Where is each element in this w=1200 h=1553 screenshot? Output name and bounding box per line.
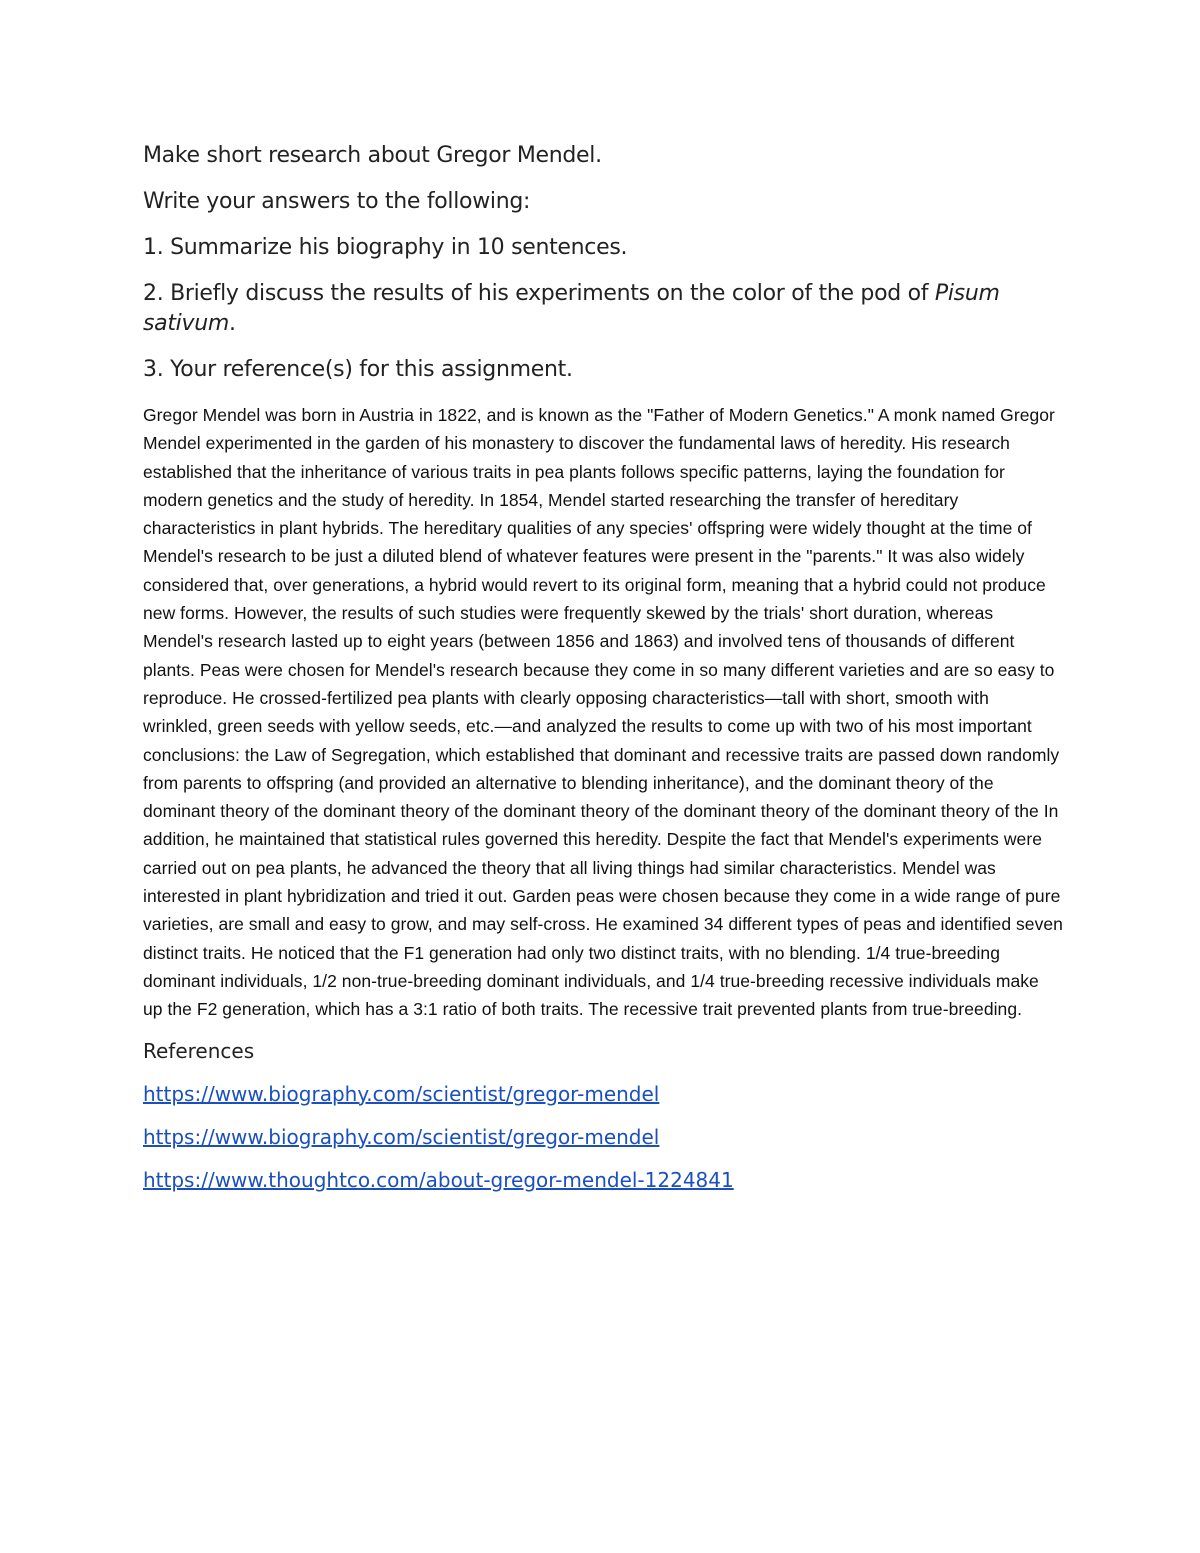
reference-link-1[interactable]: https://www.biography.com/scientist/gregor-mendel — [143, 1081, 660, 1106]
question-2-species: Pisum sativum — [143, 281, 1000, 336]
question-2-text: 2. Briefly discuss the results of his experiments on the color of the pod of — [143, 281, 935, 306]
references-heading: References — [143, 1038, 255, 1063]
question-2-end: . — [228, 311, 236, 336]
question-1: 1. Summarize his biography in 10 sentences. — [143, 235, 628, 260]
reference-link-2[interactable]: https://www.biography.com/scientist/gregor-mendel — [143, 1124, 660, 1149]
question-3: 3. Your reference(s) for this assignment. — [143, 357, 573, 382]
document-content — [143, 141, 1063, 1208]
question-2 — [143, 279, 1063, 339]
answer-paragraph: Gregor Mendel was born in Austria in 1822, and is known as the "Father of Modern Genetics." A monk named Gregor Mendel experimented in the garden of his monastery to discover the fundamental laws of heredity. His research established that the inheritance of various traits in pea plants follows specific patterns, laying the foundation for modern genetics and the study of heredity. In 1854, Mendel started researching the transfer of hereditary characteristics in plant hybrids. The hereditary qualities of any species' offspring were widely thought at the time of Mendel's research to be just a diluted blend of whatever features were present in the "parents." It was also widely considered that, over generations, a hybrid would revert to its original form, meaning that a hybrid could not produce new forms. However, the results of such studies were frequently skewed by the trials' short duration, whereas Mendel's research lasted up to eight years (between 1856 and 1863) and involved tens of thousands of different plants. Peas were chosen for Mendel's research because they come in so many different varieties and are so easy to reproduce. He crossed-fertilized pea plants with clearly opposing characteristics—tall with short, smooth with wrinkled, green seeds with yellow seeds, etc.—and analyzed the results to come up with two of his most important conclusions: the Law of Segregation, which established that dominant and recessive traits are passed down randomly from parents to offspring (and provided an alternative to blending inheritance), and the dominant theory of the dominant theory of the dominant theory of the dominant theory of the dominant theory of the dominant theory of the In addition, he maintained that statistical rules governed this heredity. Despite the fact that Mendel's experiments were carried out on pea plants, he advanced the theory that all living things had similar characteristics. Mendel was interested in plant hybridization and tried it out. Garden peas were chosen because they come in a wide range of pure varieties, are small and easy to grow, and may self-cross. He examined 34 different types of peas and identified seven distinct traits. He noticed that the F1 generation had only two distinct traits, with no blending. 1/4 true-breeding dominant individuals, 1/2 non-true-breeding dominant individuals, and 1/4 true-breeding recessive individuals make up the F2 generation, which has a 3:1 ratio of both traits. The recessive trait prevented plants from true-breeding. — [143, 405, 1063, 1020]
instruction-research: Make short research about Gregor Mendel. — [143, 143, 602, 168]
reference-link-3[interactable]: https://www.thoughtco.com/about-gregor-mendel-1224841 — [143, 1167, 734, 1192]
instruction-write-answers: Write your answers to the following: — [143, 189, 531, 214]
